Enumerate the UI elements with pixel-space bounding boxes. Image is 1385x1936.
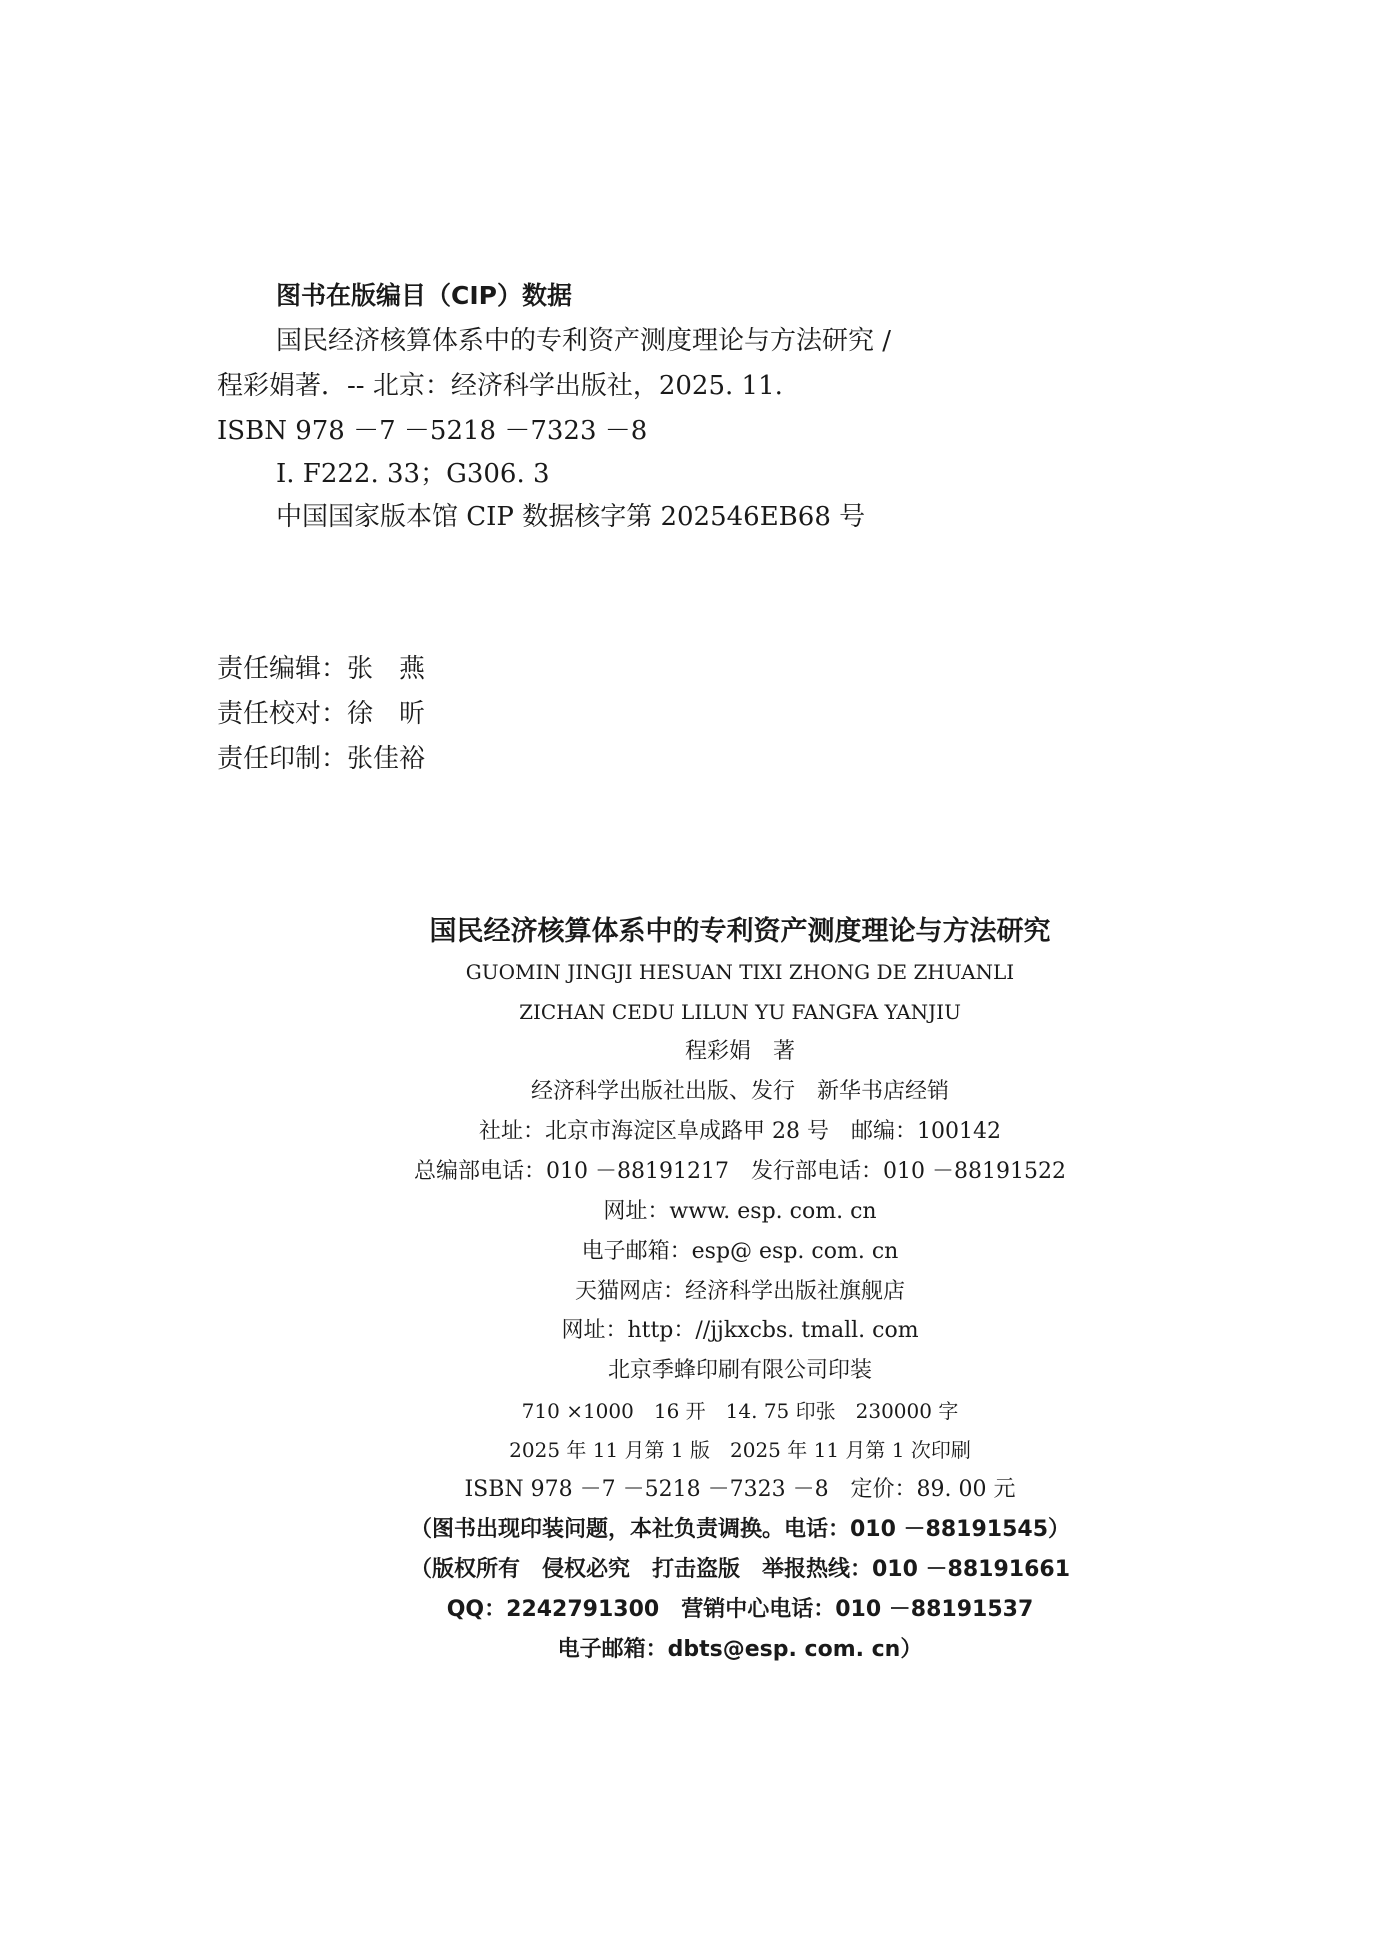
imprint-title: 国民经济核算体系中的专利资产测度理论与方法研究 [429,916,1051,947]
cip-isbn-line: ISBN 978 －7 －5218 －7323 －8 [217,416,648,446]
imprint-email: 电子邮箱：esp@ esp. com. cn [581,1239,899,1264]
imprint-tmall-store: 天猫网店：经济科学出版社旗舰店 [574,1279,905,1304]
imprint-isbn-price: ISBN 978 －7 －5218 －7323 －8 定价：89. 00 元 [464,1477,1016,1502]
imprint-printer: 北京季蜂印刷有限公司印装 [607,1358,872,1383]
imprint-address: 社址：北京市海淀区阜成路甲 28 号 邮编：100142 [479,1119,1001,1144]
imprint-phones: 总编部电话：010 －88191217 发行部电话：010 －88191522 [414,1159,1066,1184]
imprint-notice-qq: QQ：2242791300 营销中心电话：010 －88191537 [446,1597,1034,1622]
imprint-website: 网址：www. esp. com. cn [603,1199,877,1224]
imprint-pinyin-line-1: GUOMIN JINGJI HESUAN TIXI ZHONG DE ZHUANLI [465,960,1015,984]
imprint-tmall-url: 网址：http：//jjkxcbs. tmall. com [561,1318,919,1343]
imprint-notice-copyright: （版权所有 侵权必究 打击盗版 举报热线：010 －88191661 [409,1557,1071,1582]
responsible-printing: 责任印制：张佳裕 [217,744,426,774]
imprint-publisher: 经济科学出版社出版、发行 新华书店经销 [530,1079,949,1104]
responsible-proofreader: 责任校对：徐 昕 [217,699,426,729]
imprint-notice-defects: （图书出现印装问题，本社负责调换。电话：010 －88191545） [409,1517,1071,1542]
imprint-notice-email: 电子邮箱：dbts@esp. com. cn） [557,1637,923,1662]
imprint-author: 程彩娟 著 [684,1039,795,1064]
cip-classification-line: Ⅰ. F222. 33；G306. 3 [276,459,550,489]
responsible-editor: 责任编辑：张 燕 [217,654,426,684]
imprint-edition: 2025 年 11 月第 1 版 2025 年 11 月第 1 次印刷 [509,1438,971,1462]
cip-heading: 图书在版编目（CIP）数据 [276,281,572,310]
imprint-block [330,0,1150,1936]
cip-title-line: 国民经济核算体系中的专利资产测度理论与方法研究 / [276,326,892,356]
cip-author-publisher-line: 程彩娟著．-- 北京：经济科学出版社，2025. 11. [217,371,783,401]
imprint-format: 710 ×1000 16 开 14. 75 印张 230000 字 [521,1399,959,1423]
cip-record-number-line: 中国国家版本馆 CIP 数据核字第 202546EB68 号 [276,502,866,532]
imprint-pinyin-line-2: ZICHAN CEDU LILUN YU FANGFA YANJIU [519,1000,961,1024]
